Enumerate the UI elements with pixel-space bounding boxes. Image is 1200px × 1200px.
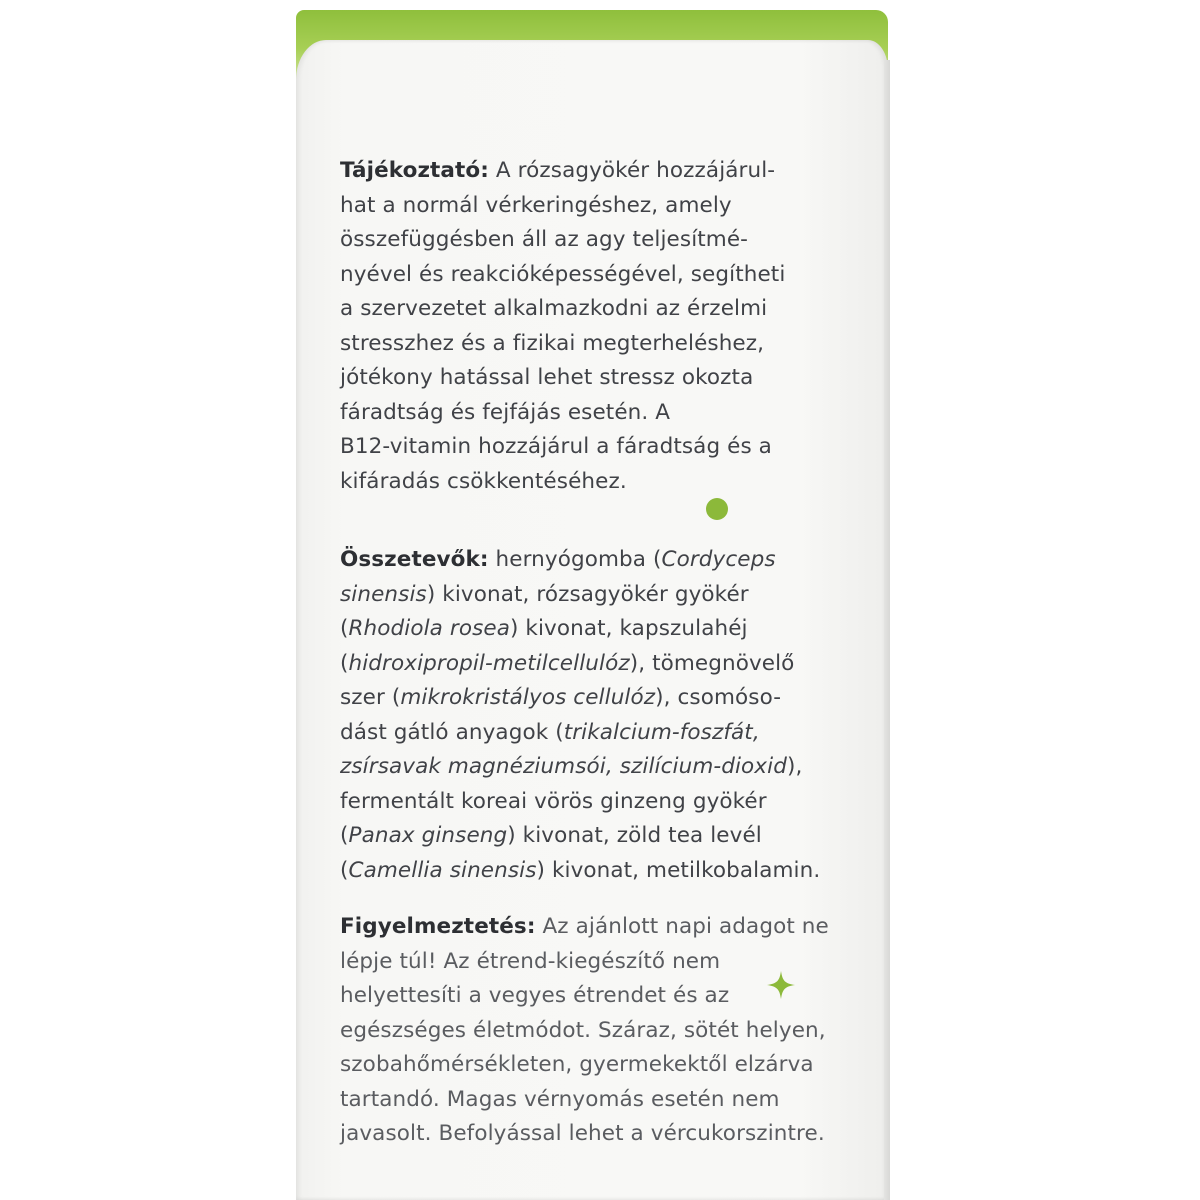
info-line: a szervezetet alkalmazkodni az érzelmi (340, 296, 768, 321)
ingredients-line: sinensis) kivonat, rózsagyökér gyökér (340, 581, 749, 607)
ingredients-heading: Összetevők: (340, 547, 489, 572)
ingredients-line: (hidroxipropil-metilcellulóz), tömegnövelő (340, 650, 795, 676)
warning-line: lépje túl! Az étrend-kiegészítő nem (340, 948, 721, 974)
warning-heading: Figyelmeztetés: (340, 914, 536, 939)
warning-line: helyettesíti a vegyes étrendet és az (340, 983, 730, 1008)
ingredients-line: (Panax ginseng) kivonat, zöld tea levél (340, 823, 762, 848)
ingredients-line: (Rhodiola rosea) kivonat, kapszulahéj (340, 616, 748, 641)
green-dot-icon (706, 498, 728, 520)
warning-paragraph (340, 910, 850, 1152)
warning-line: egészséges életmódot. Száraz, sötét helyen, (340, 1017, 826, 1043)
sparkle-icon (766, 970, 796, 1000)
ingredients-line: (Camellia sinensis) kivonat, metilkobalamin. (340, 857, 821, 883)
ingredients-paragraph (340, 543, 850, 888)
box-right-edge (884, 60, 890, 1200)
warning-line: Figyelmeztetés: Az ajánlott napi adagot ne (340, 914, 829, 939)
info-line: jótékony hatással lehet stressz okozta (340, 365, 754, 390)
info-line: fáradtság és fejfájás esetén. A (340, 399, 671, 425)
warning-line: javasolt. Befolyással lehet a vércukorszintre. (340, 1121, 825, 1146)
warning-line: szobahőmérsékleten, gyermekektől elzárva (340, 1052, 814, 1077)
ingredients-line: fermentált koreai vörös ginzeng gyökér (340, 788, 767, 814)
info-line: stresszhez és a fizikai megterheléshez, (340, 330, 765, 356)
ingredients-line: zsírsavak magnéziumsói, szilícium-dioxid), (340, 754, 803, 779)
info-line: Tájékoztató: A rózsagyökér hozzájárul- (340, 158, 776, 183)
info-line: nyével és reakcióképességével, segítheti (340, 261, 786, 287)
info-heading: Tájékoztató: (340, 158, 489, 183)
info-line: összefüggésben áll az agy teljesítmé- (340, 227, 749, 252)
ingredients-line: szer (mikrokristályos cellulóz), csomóso- (340, 685, 782, 710)
info-paragraph (340, 154, 850, 499)
info-line: kifáradás csökkentéséhez. (340, 468, 627, 494)
info-line: B12-vitamin hozzájárul a fáradtság és a (340, 434, 772, 459)
warning-line: tartandó. Magas vérnyomás esetén nem (340, 1086, 780, 1112)
ingredients-line: dást gátló anyagok (trikalcium-foszfát, (340, 719, 760, 745)
ingredients-line: Összetevők: hernyógomba (Cordyceps (340, 547, 776, 572)
info-line: hat a normál vérkeringéshez, amely (340, 192, 732, 218)
